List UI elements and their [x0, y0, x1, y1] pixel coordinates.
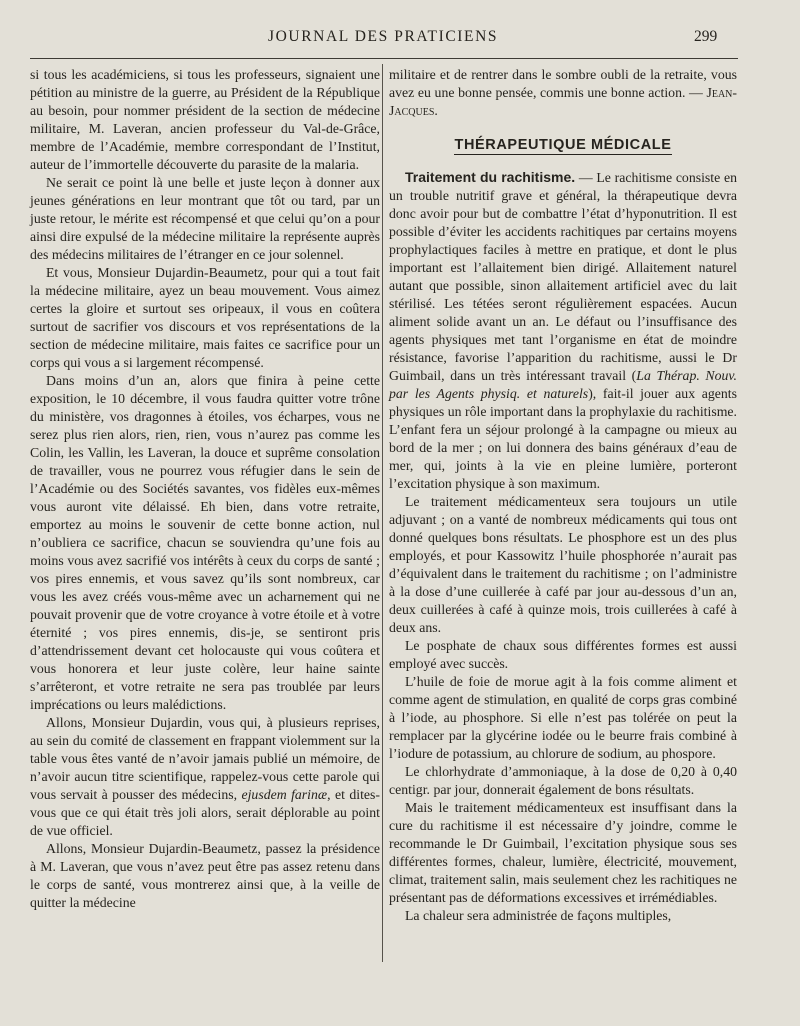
- paragraph: [30, 714, 380, 840]
- section-title: [389, 136, 737, 154]
- running-title: JOURNAL DES PRATICIENS: [268, 28, 499, 45]
- page-number: 299: [694, 28, 718, 45]
- paragraph: Et vous, Monsieur Dujardin-Beaumetz, pour qui a tout fait la médecine militaire, ayez un beau mouvement. Vous aimez certes la gloire et surtout ses oripeaux, il vous en coûtera surtout de sacrifier vos discours et vos représentations de la section de médecine militaire, mais faites ce sacrifice pour un corps qui vous a si largement récompensé.: [30, 265, 380, 370]
- paragraph: Dans moins d’un an, alors que finira à peine cette exposition, le 10 décembre, il vous faudra quitter votre trône du ministère, vos dragonnes à étoiles, vos écharpes, vous ne serez plus rien alors, rien, rien, vous n’aurez pas comme les Colin, les Vallin, les Laveran, la douce et suprême consolation de travailler, vous ne pourrez vous réfugier dans le sein de l’Académie ou des Sociétés savantes, vos fidèles eux-mêmes vous auront vite délaissé. Eh bien, dans votre retraite, emportez au moins le souvenir de cette bonne action, nul n’oubliera ce sacrifice, chacun se souviendra qu’une fois au moins vous avez sacrifié vos intérêts à ceux du corps de santé ; vos pires ennemis, et vous savez qu’ils sont nombreux, car vous les avez créés vous-même avec un acharnement qui ne pouvait provenir que de votre croyance à votre étoile et à votre éternité ; vos pires ennemis, dis-je, se sentiront pris d’attendrissement devant cet holocauste qui vous coûtera et vous honorera et leur juste colère, leur haine sainte s’arrêteront, et votre retraite ne sera pas troublée par leurs imprécations ou leurs malédictions.: [30, 373, 380, 712]
- text-run: , et dites-vous que ce qui était très joli alors, serait déplorable au point de vue officiel.: [30, 787, 380, 838]
- paragraph: Mais le traitement médicamenteux est insuffisant dans la cure du rachitisme il est nécessaire d’y joindre, comme le recommande le Dr Guimbail, l’excitation physique sous ses différentes formes, chaleur, lumière, électricité, mouvement, climat, traitement salin, mais seulement chez les rachitiques ne présentant pas de déformations excessives et irrémédiables.: [389, 800, 737, 905]
- paragraph: La chaleur sera administrée de façons multiples,: [405, 908, 672, 923]
- latin-phrase: ejusdem farinæ: [241, 787, 328, 802]
- paragraph: Le chlorhydrate d’ammoniaque, à la dose de 0,20 à 0,40 centigr. par jour, donnerait également de bons résultats.: [389, 764, 737, 797]
- paragraph: Ne serait ce point là une belle et juste leçon à donner aux jeunes générations en leur montrant que tôt ou tard, par un juste retour, le mérite est récompensé et que celui qu’on a pour ainsi dire expulsé de la médecine militaire la représente auprès des médecins militaires de l’étranger en ce jour solennel.: [30, 175, 380, 262]
- column-rule: [382, 64, 383, 962]
- paragraph: [389, 168, 737, 493]
- paragraph: si tous les académiciens, si tous les professeurs, signaient une pétition au ministre de la guerre, au Président de la République au besoin, pour nommer président de la section de médecine militaire, M. Laveran, ancien professeur du Val-de-Grâce, membre de l’Académie, membre correspondant de l’Institut, auteur de l’immortelle découverte du parasite de la malaria.: [30, 67, 380, 172]
- text-run: militaire et de rentrer dans le sombre oubli de la retraite, vous avez eu une bonne pensée, commis une bonne action. —: [389, 67, 737, 100]
- paragraph: L’huile de foie de morue agit à la fois comme aliment et comme agent de stimulation, en qualité de corps gras combiné à l’iode, au phosphore. Si elle n’est pas tolérée on peut la remplacer par la glycérine iodée ou le beurre frais combiné à l’iodure de potassium, au chlorure de sodium, au phospore.: [389, 674, 737, 761]
- section-title-text: THÉRAPEUTIQUE MÉDICALE: [454, 137, 672, 153]
- paragraph: Le posphate de chaux sous différentes formes est aussi employé avec succès.: [389, 638, 737, 671]
- citation: La Thérap. Nouv. par les Agents physiq. et naturels: [389, 368, 737, 401]
- text-run: Allons, Monsieur Dujardin, vous qui, à plusieurs reprises, au sein du comité de classement en frappant violemment sur la table vous êtes vanté de n’avoir jamais publié un mémoire, de n’avoir aucun titre scientifique, rappelez-vous cette parole qui vous servait à pousser des médecins,: [30, 715, 380, 802]
- paragraph: Le traitement médicamenteux sera toujours un utile adjuvant ; on a vanté de nombreux médicaments qui tous ont donné quelques bons résultats. Le phosphore est un des plus employés, et pour Kassowitz l’huile phosphorée n’aurait pas d’équivalent dans le traitement du rachitisme ; on l’administre à la dose d’une cuillerée à café par jour au-dessous d’un an, deux cuillerées à café à quinze mois, trois cuillerées à café à deux ans.: [389, 494, 737, 635]
- paragraph: Allons, Monsieur Dujardin-Beaumetz, passez la présidence à M. Laveran, que vous n’avez peut être pas assez retenu dans le corps de santé, vous montrerez ainsi que, à la veille de quitter la médecine: [30, 841, 380, 910]
- left-column: [30, 66, 380, 912]
- running-head: [0, 28, 800, 52]
- article-title: Traitement du rachitisme.: [405, 169, 576, 185]
- right-column: [389, 66, 737, 925]
- author-signature: Jean-Jacques.: [389, 85, 737, 118]
- text-run: — Le rachitisme consiste en un trouble nutritif grave et général, la thérapeutique devra donc avoir pour but de combattre l’état d’hyponutrition. Il est possible d’éviter les accidents rachitiques par certains moyens prophylactiques faciles à mettre en pratique, et dont le plus important est l’allaitement bien dirigé. Allaitement naturel autant que possible, sinon allaitement artificiel avec du lait stérilisé. Les tétées seront régulièrement espacées. Aucun aliment solide avant un an. Le défaut ou l’insuffisance des agents physiques met tant l’organisme en état de moindre résistance, favorise l’apparition du rachitisme, aussi le Dr Guimbail, dans un très intéressant travail (: [389, 170, 737, 383]
- text-run: ), fait-il jouer aux agents physiques un rôle important dans la prophylaxie du rachitisme. L’enfant fera un séjour prolongé à la campagne ou mieux au bord de la mer ; on lui donnera des bains généraux d’eau de mer, qui, joints à la vie en pleine lumière, porteront l’excitation physique à son maximum.: [389, 386, 737, 491]
- paragraph: [389, 66, 737, 120]
- header-rule: [30, 58, 738, 59]
